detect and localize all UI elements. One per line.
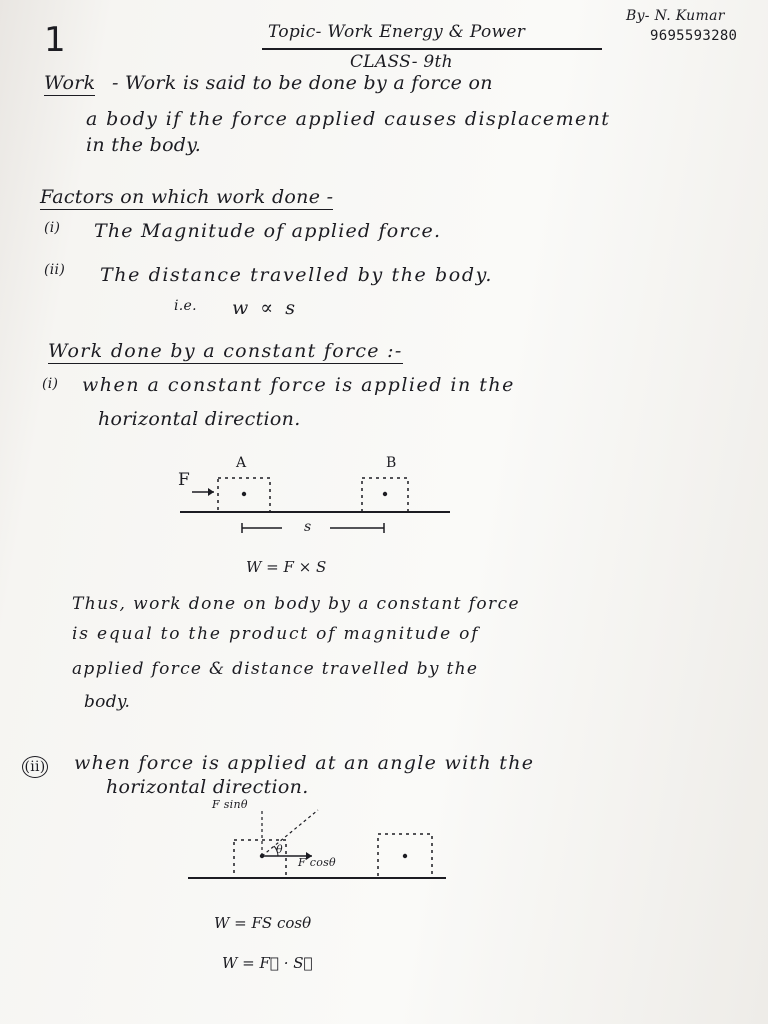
- angle-label: θ: [276, 843, 283, 856]
- definition-line-3: in the body.: [86, 134, 202, 156]
- conclusion-line-1: Thus, work done on body by a constant force: [72, 594, 520, 614]
- case-2-marker: (ii): [22, 756, 48, 778]
- angled-force-diagram: [184, 800, 454, 884]
- factor-2-text: The distance travelled by the body.: [100, 264, 494, 286]
- author-phone: 9695593280: [650, 28, 738, 44]
- definition-line-1: - Work is said to be done by a force on: [112, 72, 493, 94]
- work-term: Work: [44, 72, 96, 94]
- conclusion-line-4: body.: [84, 692, 131, 712]
- constant-force-heading: Work done by a constant force :-: [48, 340, 403, 362]
- conclusion-line-3: applied force & distance travelled by the: [72, 659, 479, 679]
- force-arrowhead-1: [208, 488, 214, 496]
- case-2-line-2: horizontal direction.: [106, 776, 309, 798]
- applied-force-line: [262, 810, 318, 856]
- topic-title: Topic- Work Energy & Power: [268, 22, 526, 42]
- author-name: By- N. Kumar: [626, 8, 725, 24]
- ie-label: i.e.: [174, 298, 197, 314]
- force-label-f: F: [178, 470, 191, 490]
- block-b-center: [383, 492, 387, 496]
- case-1-line-2: horizontal direction.: [98, 408, 301, 430]
- class-label: CLASS- 9th: [350, 52, 453, 72]
- case-1-line-1: when a constant force is applied in the: [82, 374, 515, 396]
- point-a-label: A: [236, 455, 247, 471]
- fcos-label: F cosθ: [298, 856, 336, 869]
- definition-line-2: a body if the force applied causes displacement: [86, 108, 611, 130]
- page-number: 1: [44, 20, 66, 60]
- fsin-label: F sinθ: [212, 798, 248, 811]
- factor-2-marker: (ii): [44, 262, 66, 278]
- formula-w-fs: W = F × S: [246, 558, 327, 576]
- point-b-label: B: [386, 455, 397, 471]
- topic-underline: [262, 48, 602, 50]
- factor-1-marker: (i): [44, 220, 61, 236]
- case-2-line-1: when force is applied at an angle with the: [74, 752, 535, 774]
- case-1-marker: (i): [42, 376, 59, 392]
- conclusion-line-2: is equal to the product of magnitude of: [72, 624, 480, 644]
- factors-heading: Factors on which work done -: [40, 186, 334, 208]
- factor-1-text: The Magnitude of applied force.: [94, 220, 442, 242]
- proportional-relation: w ∝ s: [232, 297, 298, 319]
- block-end-center: [403, 854, 407, 858]
- displacement-label: s: [304, 519, 312, 535]
- formula-w-fscos: W = FS cosθ: [214, 914, 312, 932]
- formula-w-dot: W = F⃗ · S⃗: [222, 954, 313, 972]
- block-a-center: [242, 492, 246, 496]
